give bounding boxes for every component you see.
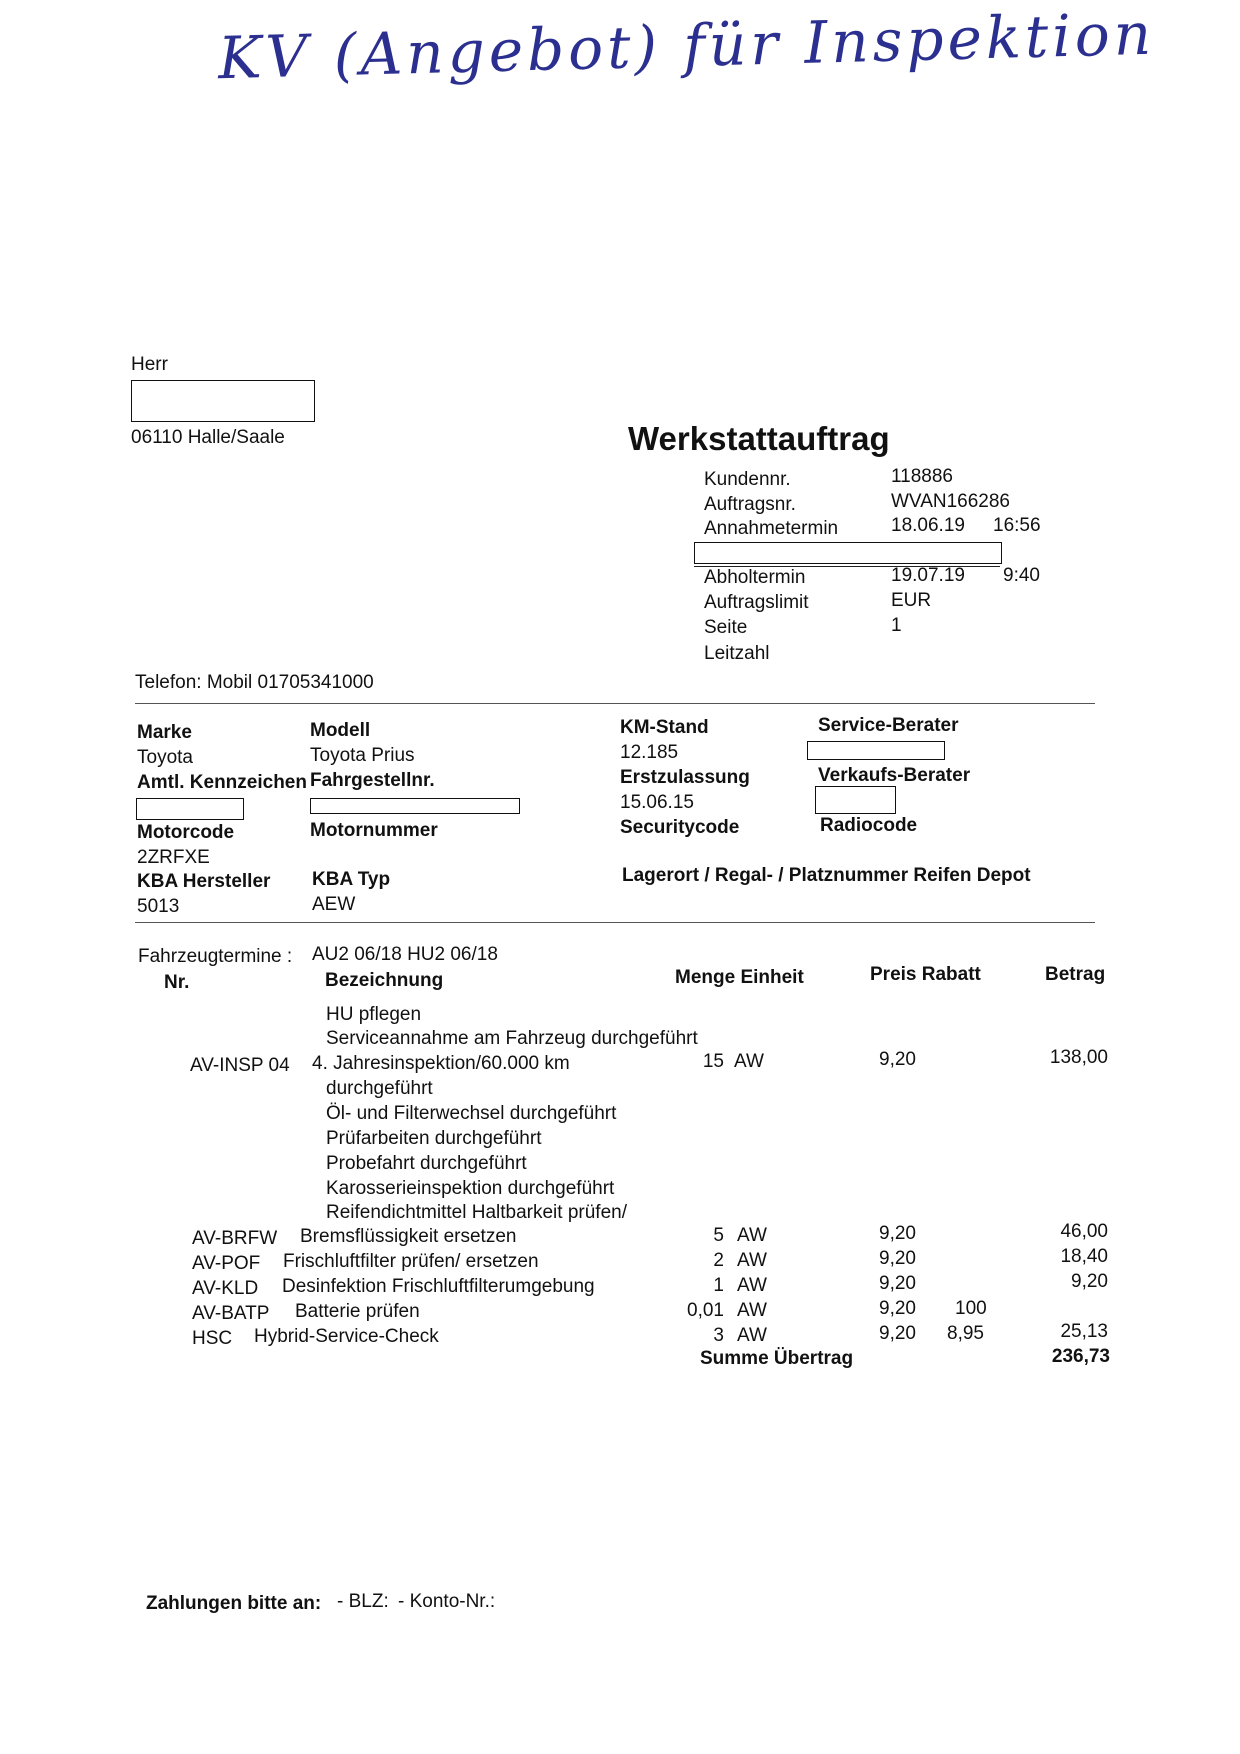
radiocode-label: Radiocode <box>820 815 918 836</box>
redacted-kennzeichen <box>136 798 244 820</box>
item-einheit: AW <box>737 1250 767 1271</box>
auftragsnr-label: Auftragsnr. <box>704 494 796 515</box>
desc-line: HU pflegen <box>326 1004 422 1025</box>
col-bezeichnung: Bezeichnung <box>325 970 444 991</box>
divider <box>135 922 1095 923</box>
recipient-city: 06110 Halle/Saale <box>131 427 285 448</box>
phone: Telefon: Mobil 01705341000 <box>135 672 374 693</box>
kba-typ-value: AEW <box>312 894 356 915</box>
leitzahl-label: Leitzahl <box>704 643 770 664</box>
abhol-label: Abholtermin <box>704 567 806 588</box>
redacted-service-berater <box>807 741 945 760</box>
item-preis: 9,20 <box>879 1298 916 1319</box>
summe-value: 236,73 <box>1051 1346 1110 1367</box>
col-preis-rabatt: Preis Rabatt <box>870 964 981 985</box>
item-rabatt: 100 <box>955 1298 987 1319</box>
marke-value: Toyota <box>137 747 193 768</box>
insp-einheit: AW <box>734 1051 764 1072</box>
termine-label: Fahrzeugtermine : <box>138 946 293 967</box>
item-preis: 9,20 <box>879 1223 916 1244</box>
kundennr-label: Kundennr. <box>704 469 791 490</box>
auftragsnr-value: WVAN166286 <box>891 491 1010 512</box>
redacted-name <box>131 380 315 422</box>
item-menge: 2 <box>713 1250 724 1271</box>
verkaufs-berater-label: Verkaufs-Berater <box>818 765 971 786</box>
item-menge: 0,01 <box>687 1300 724 1321</box>
motorcode-label: Motorcode <box>137 822 235 843</box>
annahme-label: Annahmetermin <box>704 518 839 539</box>
km-label: KM-Stand <box>620 717 709 738</box>
payment-konto: - Konto-Nr.: <box>398 1591 496 1612</box>
kennzeichen-label: Amtl. Kennzeichen <box>137 772 307 793</box>
insp-desc: 4. Jahresinspektion/60.000 km <box>312 1053 570 1074</box>
insp-line: Probefahrt durchgeführt <box>326 1153 527 1174</box>
marke-label: Marke <box>137 722 192 743</box>
item-code: AV-BATP <box>192 1303 270 1324</box>
insp-code: AV-INSP 04 <box>190 1055 290 1076</box>
item-preis: 9,20 <box>879 1273 916 1294</box>
kba-hersteller-label: KBA Hersteller <box>137 871 271 892</box>
insp-menge: 15 <box>702 1051 724 1072</box>
divider <box>135 703 1095 704</box>
insp-line: Karosserieinspektion durchgeführt <box>326 1178 615 1199</box>
termine-value: AU2 06/18 HU2 06/18 <box>312 944 498 965</box>
kba-typ-label: KBA Typ <box>312 869 391 890</box>
motornummer-label: Motornummer <box>310 820 438 841</box>
item-betrag: 46,00 <box>1060 1221 1108 1242</box>
erstzulassung-value: 15.06.15 <box>620 792 694 813</box>
desc-line: Serviceannahme am Fahrzeug durchgeführt <box>326 1028 698 1049</box>
lagerort-label: Lagerort / Regal- / Platznummer Reifen Depot <box>622 865 1031 886</box>
item-code: AV-BRFW <box>192 1228 278 1249</box>
item-betrag: 9,20 <box>1071 1271 1108 1292</box>
item-code: AV-POF <box>192 1253 261 1274</box>
fahrgestell-label: Fahrgestellnr. <box>310 770 435 791</box>
item-desc: Bremsflüssigkeit ersetzen <box>300 1226 517 1247</box>
km-value: 12.185 <box>620 742 679 763</box>
kba-hersteller-value: 5013 <box>137 896 180 917</box>
payment-label: Zahlungen bitte an: <box>146 1593 322 1614</box>
item-desc: Hybrid-Service-Check <box>254 1326 439 1347</box>
handwritten-note: KV (Angebot) für Inspektion <box>217 0 1156 93</box>
abhol-date: 19.07.19 <box>891 565 965 586</box>
redacted-field <box>694 542 1002 564</box>
limit-value: EUR <box>891 590 932 611</box>
col-betrag: Betrag <box>1045 964 1106 985</box>
redacted-fahrgestell <box>310 798 520 814</box>
summe-label: Summe Übertrag <box>700 1348 854 1369</box>
abhol-time: 9:40 <box>1003 565 1040 586</box>
kundennr-value: 118886 <box>891 466 953 487</box>
insp-betrag: 138,00 <box>1049 1047 1108 1068</box>
redacted-verkaufs-berater <box>815 786 896 814</box>
payment-blz: - BLZ: <box>337 1591 389 1612</box>
item-desc: Frischluftfilter prüfen/ ersetzen <box>283 1251 539 1272</box>
modell-value: Toyota Prius <box>310 745 415 766</box>
insp-line: Prüfarbeiten durchgeführt <box>326 1128 542 1149</box>
securitycode-label: Securitycode <box>620 817 740 838</box>
insp-line: durchgeführt <box>326 1078 433 1099</box>
item-code: HSC <box>192 1328 233 1349</box>
annahme-date: 18.06.19 <box>891 515 965 536</box>
col-menge-einheit: Menge Einheit <box>675 967 804 988</box>
motorcode-value: 2ZRFXE <box>137 847 210 868</box>
item-rabatt: 8,95 <box>947 1323 984 1344</box>
insp-line: Reifendichtmittel Haltbarkeit prüfen/ <box>326 1202 627 1223</box>
item-code: AV-KLD <box>192 1278 259 1299</box>
document-title: Werkstattauftrag <box>628 420 890 457</box>
item-desc: Desinfektion Frischluftfilterumgebung <box>282 1276 595 1297</box>
item-einheit: AW <box>737 1225 767 1246</box>
seite-label: Seite <box>704 617 748 638</box>
item-einheit: AW <box>737 1325 767 1346</box>
salutation: Herr <box>131 354 168 375</box>
service-berater-label: Service-Berater <box>818 715 959 736</box>
item-einheit: AW <box>737 1275 767 1296</box>
item-preis: 9,20 <box>879 1323 916 1344</box>
item-desc: Batterie prüfen <box>295 1301 420 1322</box>
item-menge: 3 <box>713 1325 724 1346</box>
insp-preis: 9,20 <box>879 1049 916 1070</box>
item-preis: 9,20 <box>879 1248 916 1269</box>
seite-value: 1 <box>891 615 902 636</box>
item-betrag: 25,13 <box>1060 1321 1108 1342</box>
item-menge: 5 <box>713 1225 724 1246</box>
modell-label: Modell <box>310 720 371 741</box>
insp-line: Öl- und Filterwechsel durchgeführt <box>326 1103 617 1124</box>
col-nr: Nr. <box>164 972 190 993</box>
erstzulassung-label: Erstzulassung <box>620 767 750 788</box>
item-einheit: AW <box>737 1300 767 1321</box>
annahme-time: 16:56 <box>993 515 1041 536</box>
limit-label: Auftragslimit <box>704 592 809 613</box>
item-betrag: 18,40 <box>1060 1246 1108 1267</box>
item-menge: 1 <box>713 1275 724 1296</box>
